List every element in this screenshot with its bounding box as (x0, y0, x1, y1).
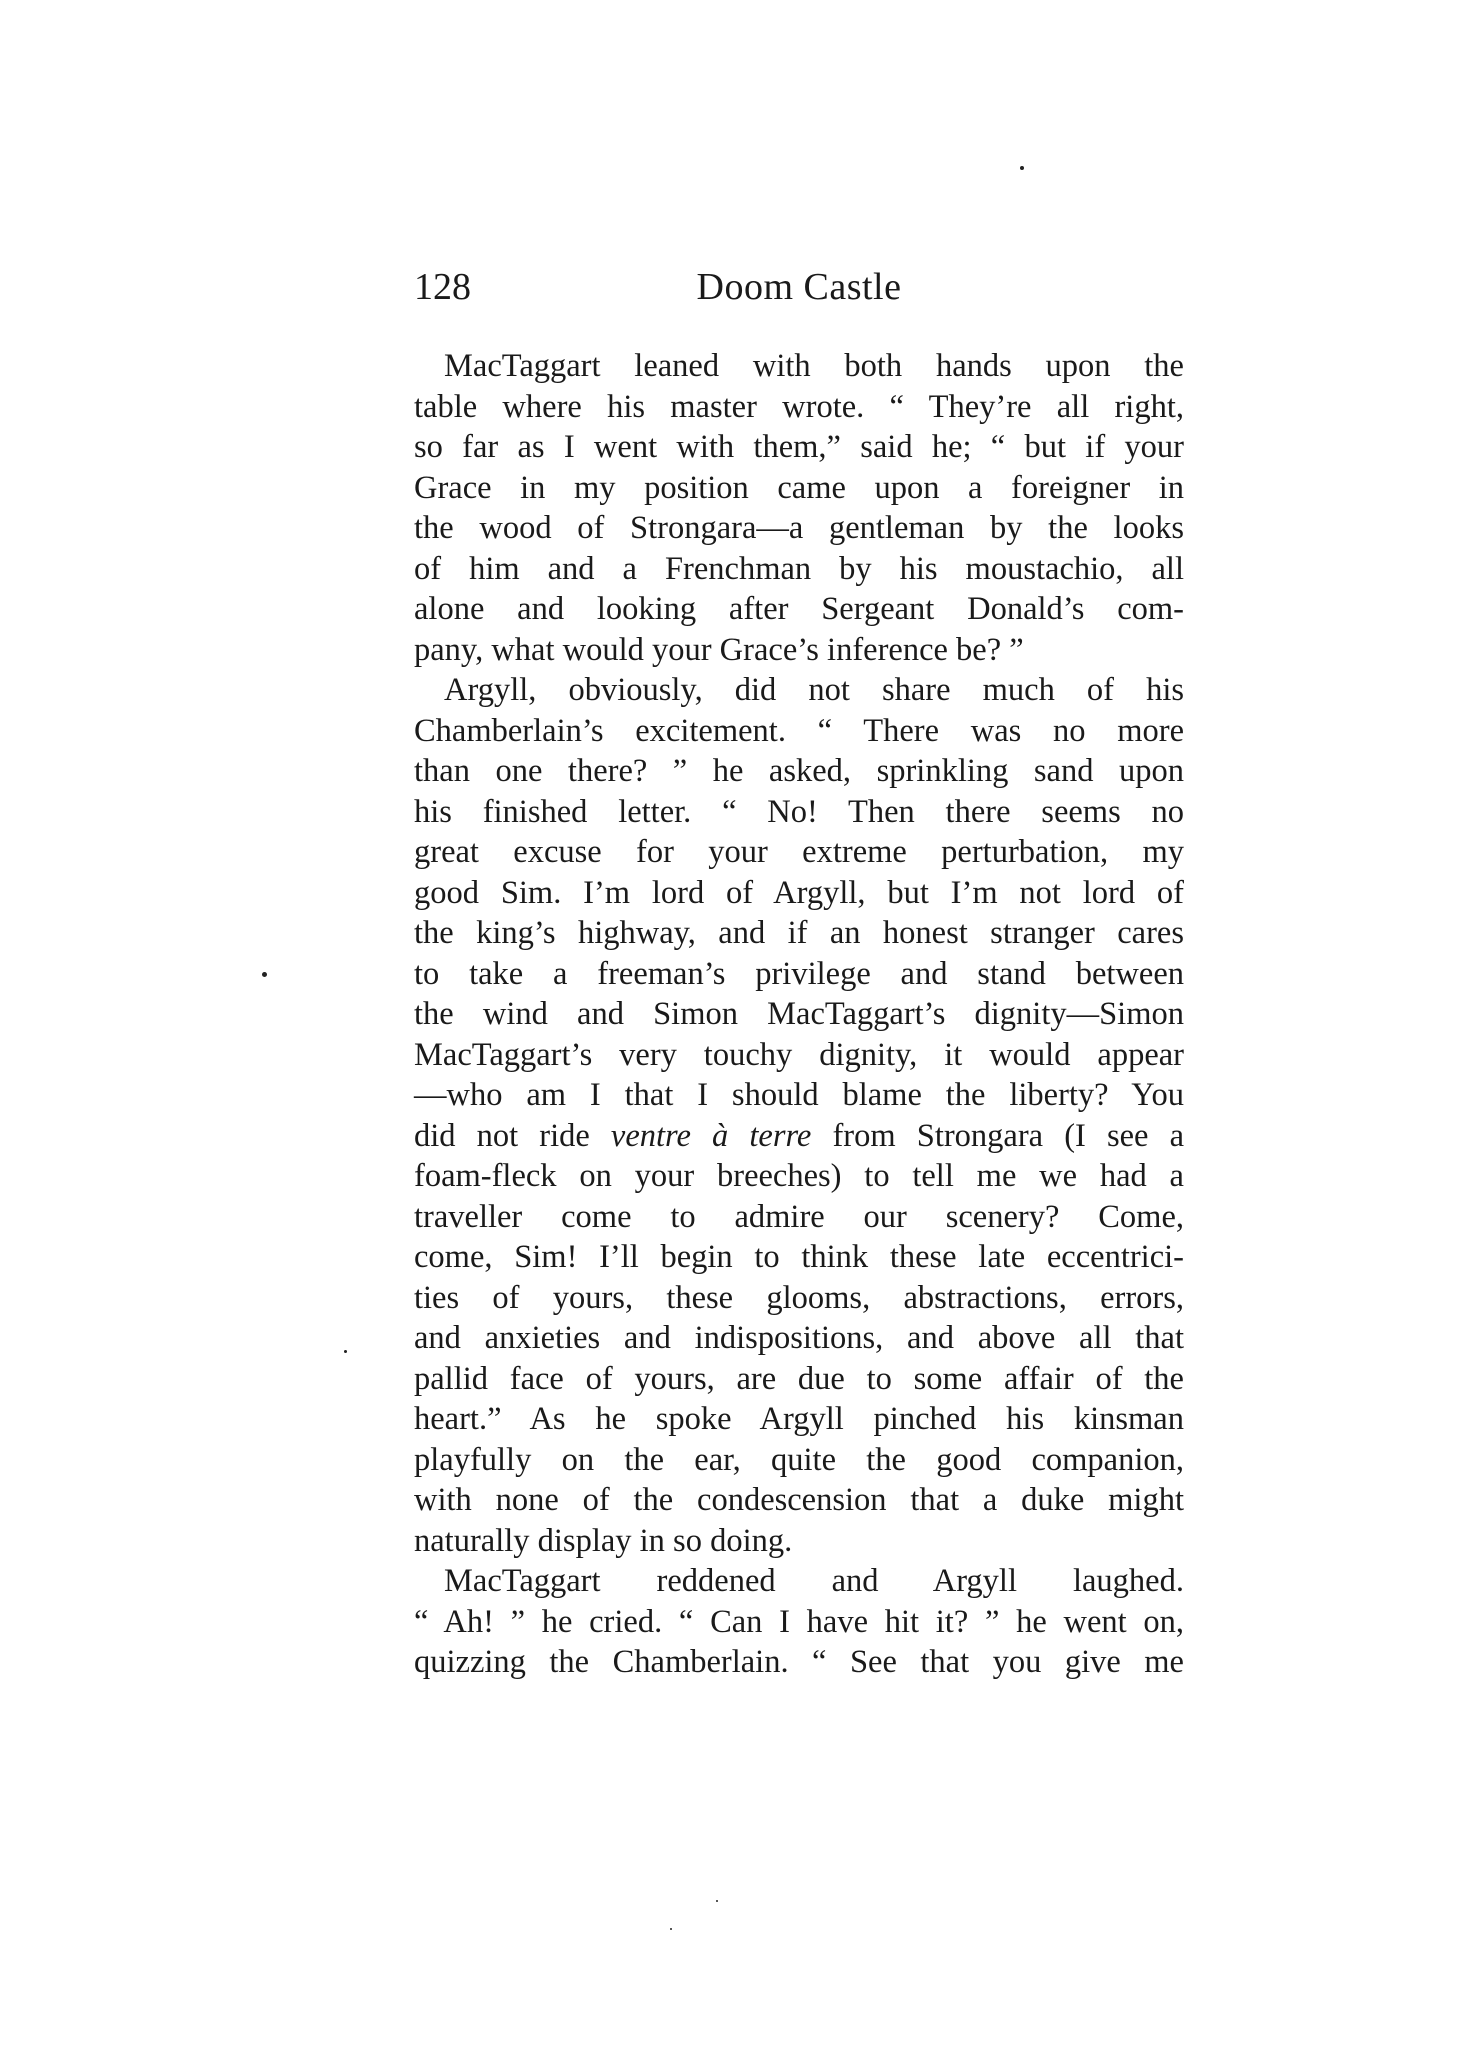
text-line: naturally display in so doing. (414, 1522, 793, 1559)
paragraph-1 (414, 346, 1184, 670)
scan-speck (262, 972, 267, 977)
scan-speck (716, 1900, 718, 1902)
text-line: pallid face of yours, are due to some affair of the (414, 1360, 1184, 1397)
text-line: the wind and Simon MacTaggart’s dignity—Simon (414, 996, 1184, 1032)
text-line: MacTaggart leaned with both hands upon the (444, 348, 1184, 384)
text-line: table where his master wrote. “ They’re all right, (414, 388, 1184, 425)
text-line: great excuse for your extreme perturbation, my (414, 834, 1184, 870)
text-line: than one there? ” he asked, sprinkling sand upon (414, 753, 1184, 789)
text-line: MacTaggart reddened and Argyll laughed. (444, 1563, 1184, 1599)
text-line: Argyll, obviously, did not share much of his (444, 672, 1184, 708)
body-text (414, 346, 1184, 1683)
running-head (414, 262, 1184, 312)
scan-speck (670, 1928, 672, 1930)
text-line: “ Ah! ” he cried. “ Can I have hit it? ” he went on, (414, 1603, 1184, 1640)
page-number: 128 (414, 266, 471, 308)
text-line: Chamberlain’s excitement. “ There was no more (414, 712, 1184, 749)
scan-speck (1020, 166, 1024, 170)
text-line: alone and looking after Sergeant Donald’s com- (414, 591, 1184, 627)
italic-phrase: ventre à terre (610, 1117, 812, 1154)
text-line: the wood of Strongara—a gentleman by the looks (414, 510, 1184, 546)
running-title: Doom Castle (696, 266, 902, 308)
text-line: of him and a Frenchman by his moustachio, all (414, 550, 1184, 587)
text-line: playfully on the ear, quite the good companion, (414, 1441, 1184, 1478)
text-line: to take a freeman’s privilege and stand between (414, 955, 1184, 992)
text-line: pany, what would your Grace’s inference be? ” (414, 631, 1024, 668)
text-line: ties of yours, these glooms, abstractions, errors, (414, 1279, 1184, 1316)
text-line: his finished letter. “ No! Then there seems no (414, 793, 1184, 830)
text-line: —who am I that I should blame the liberty? You (414, 1077, 1184, 1113)
text-line: so far as I went with them,” said he; “ but if your (414, 429, 1184, 465)
text-line: traveller come to admire our scenery? Come, (414, 1198, 1184, 1235)
paragraph-3 (414, 1561, 1184, 1683)
text-line: with none of the condescension that a duke might (414, 1482, 1184, 1518)
text-line: foam-fleck on your breeches) to tell me we had a (414, 1158, 1184, 1194)
text-line: the king’s highway, and if an honest stranger cares (414, 915, 1184, 951)
text-line: did not ride ventre à terre from Strongara (I see a (414, 1117, 1184, 1154)
text-line: Grace in my position came upon a foreigner in (414, 469, 1184, 506)
text-line: quizzing the Chamberlain. “ See that you give me (414, 1644, 1184, 1680)
paragraph-2 (414, 670, 1184, 1561)
text-line: MacTaggart’s very touchy dignity, it would appear (414, 1036, 1184, 1073)
text-line: and anxieties and indispositions, and above all that (414, 1320, 1184, 1356)
text-line: heart.” As he spoke Argyll pinched his kinsman (414, 1401, 1184, 1437)
text-line: come, Sim! I’ll begin to think these late eccentrici- (414, 1239, 1184, 1275)
text-line: good Sim. I’m lord of Argyll, but I’m not lord of (414, 874, 1184, 911)
scan-speck (344, 1350, 347, 1353)
